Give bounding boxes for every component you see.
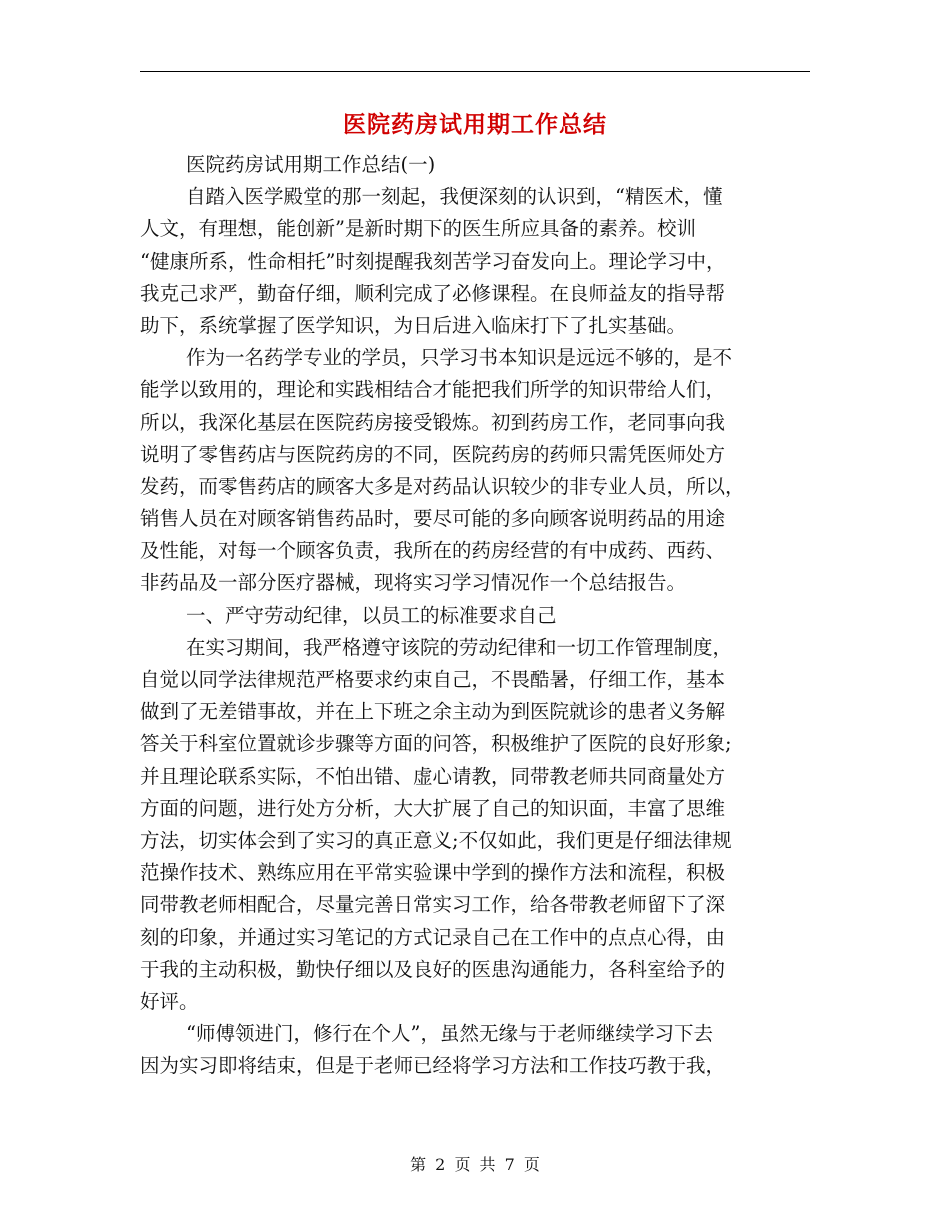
document-title: 医院药房试用期工作总结	[343, 111, 607, 138]
text-line: 自踏入医学殿堂的那一刻起，我便深刻的认识到，“精医术，懂	[186, 185, 723, 209]
text-line: 人文，有理想，能创新”是新时期下的医生所应具备的素养。校训	[140, 217, 696, 241]
text-line: 我克己求严，勤奋仔细，顺利完成了必修课程。在良师益友的指导帮	[140, 281, 726, 305]
text-line: 答关于科室位置就诊步骤等方面的问答，积极维护了医院的良好形象;	[140, 732, 732, 756]
text-line: 于我的主动积极，勤快仔细以及良好的医患沟通能力，各科室给予的	[140, 957, 726, 981]
text-line: “师傅领进门，修行在个人”，虽然无缘与于老师继续学习下去	[186, 1022, 713, 1046]
text-line: 在实习期间，我严格遵守该院的劳动纪律和一切工作管理制度，	[186, 635, 733, 659]
text-line: 范操作技术、熟练应用在平常实验课中学到的操作方法和流程，积极	[140, 861, 726, 885]
text-line: 同带教老师相配合，尽量完善日常实习工作，给各带教老师留下了深	[140, 893, 726, 917]
page-footer: 第 2 页 共 7 页	[410, 1155, 540, 1174]
text-line: 作为一名药学专业的学员，只学习书本知识是远远不够的，是不	[186, 346, 733, 370]
text-line: 非药品及一部分医疗器械，现将实习学习情况作一个总结报告。	[140, 571, 687, 595]
text-line: 说明了零售药店与医院药房的不同，医院药房的药师只需凭医师处方	[140, 442, 726, 466]
text-line: 销售人员在对顾客销售药品时，要尽可能的多向顾客说明药品的用途	[140, 507, 726, 531]
text-line: 并且理论联系实际，不怕出错、虚心请教，同带教老师共同商量处方	[140, 764, 726, 788]
text-line: 因为实习即将结束，但是于老师已经将学习方法和工作技巧教于我，	[140, 1054, 726, 1078]
text-line: 发药，而零售药店的顾客大多是对药品认识较少的非专业人员，所以，	[140, 474, 745, 498]
text-line: 自觉以同学法律规范严格要求约束自己，不畏酷暑，仔细工作，基本	[140, 668, 726, 691]
text-line: 助下，系统掌握了医学知识，为日后进入临床打下了扎实基础。	[140, 313, 687, 337]
text-line: 能学以致用的，理论和实践相结合才能把我们所学的知识带给人们，	[140, 378, 726, 402]
text-line: 所以，我深化基层在医院药房接受锻炼。初到药房工作，老同事向我	[140, 410, 726, 434]
text-line: 方面的问题，进行处方分析，大大扩展了自己的知识面，丰富了思维	[140, 796, 726, 820]
text-line: 刻的印象，并通过实习笔记的方式记录自己在工作中的点点心得，由	[140, 925, 726, 949]
text-line: “健康所系，性命相托”时刻提醒我刻苦学习奋发向上。理论学习中，	[140, 249, 726, 273]
text-line: 做到了无差错事故，并在上下班之余主动为到医院就诊的患者义务解	[140, 700, 726, 724]
document-body	[140, 149, 810, 1082]
text-line: 方法，切实体会到了实习的真正意义;不仅如此，我们更是仔细法律规	[140, 828, 732, 852]
text-line: 一、严守劳动纪律，以员工的标准要求自己	[186, 603, 557, 627]
header-rule	[140, 71, 810, 72]
text-line: 好评。	[140, 989, 199, 1013]
text-line: 医院药房试用期工作总结(一)	[186, 153, 436, 176]
text-line: 及性能，对每一个顾客负责，我所在的药房经营的有中成药、西药、	[140, 539, 726, 563]
